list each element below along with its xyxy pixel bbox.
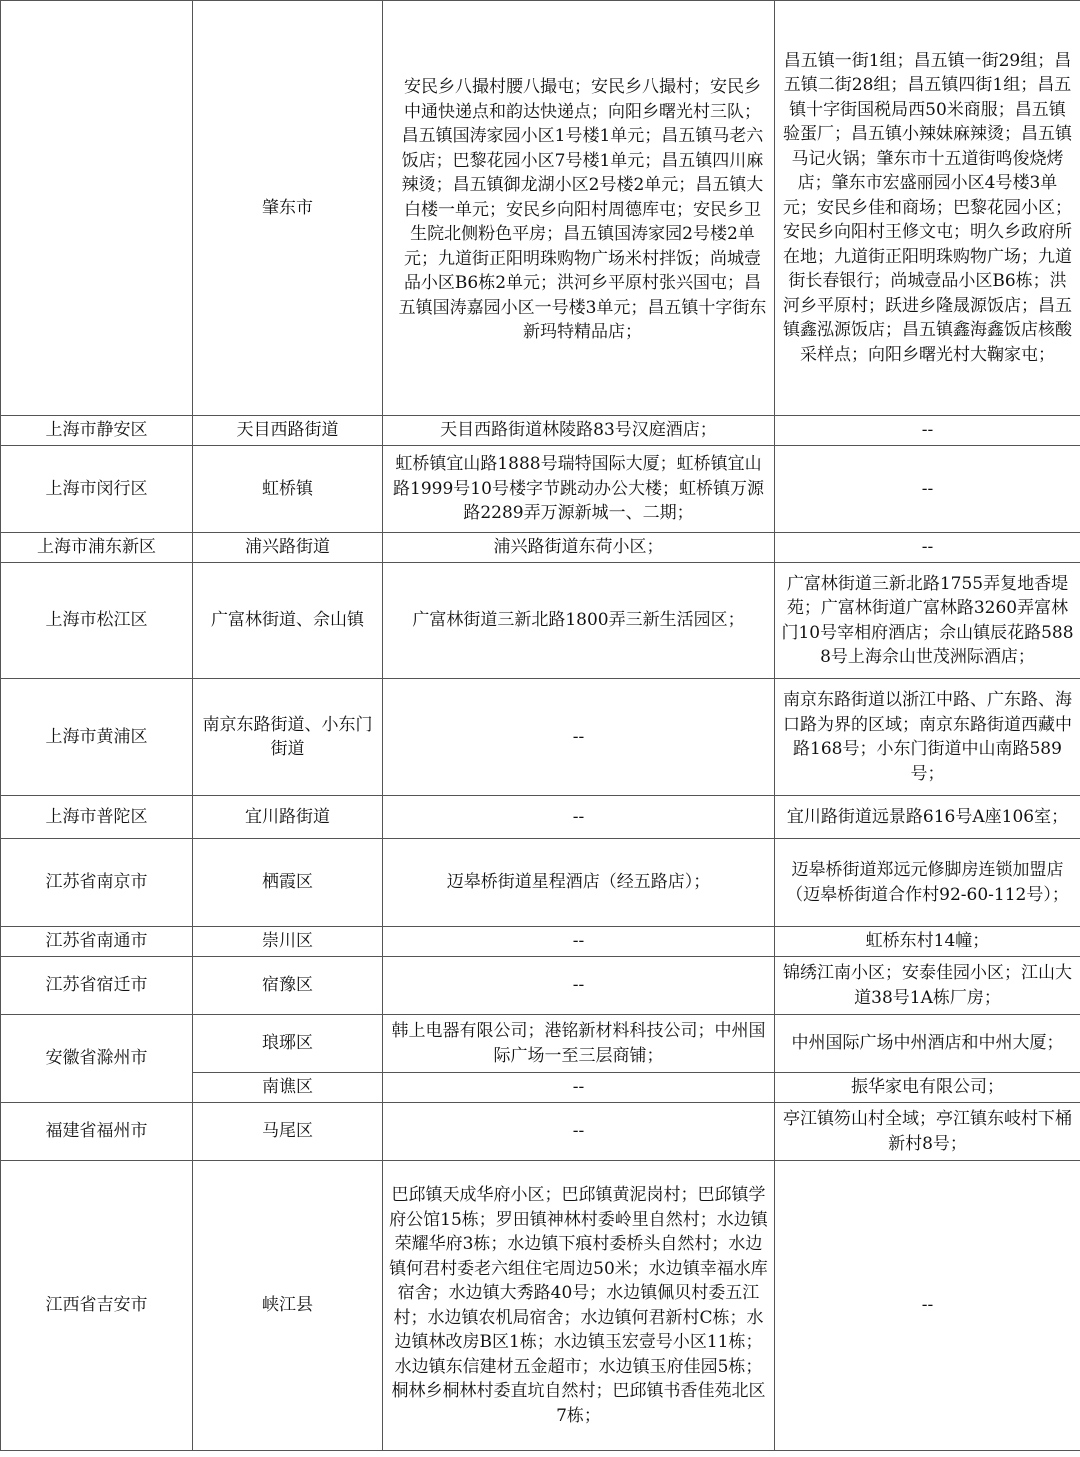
table-row — [1, 796, 1080, 839]
region-cell: 福建省福州市 — [1, 1103, 193, 1161]
medium-risk-cell: -- — [383, 1073, 775, 1103]
district-cell: 浦兴路街道 — [193, 533, 383, 563]
low-risk-cell: 虹桥东村14幢； — [775, 927, 1080, 957]
district-cell: 宿豫区 — [193, 957, 383, 1015]
low-risk-cell: 中州国际广场中州酒店和中州大厦； — [775, 1015, 1080, 1073]
district-cell: 南京东路街道、小东门街道 — [193, 679, 383, 796]
medium-risk-cell: 迈皋桥街道星程酒店（经五路店）； — [383, 839, 775, 927]
region-cell: 上海市闵行区 — [1, 446, 193, 533]
table-row — [1, 957, 1080, 1015]
low-risk-cell: 振华家电有限公司； — [775, 1073, 1080, 1103]
medium-risk-cell: 广富林街道三新北路1800弄三新生活园区； — [383, 563, 775, 679]
table-row — [1, 563, 1080, 679]
table-row — [1, 1103, 1080, 1161]
district-cell: 南谯区 — [193, 1073, 383, 1103]
region-cell: 江苏省宿迁市 — [1, 957, 193, 1015]
region-cell: 安徽省滁州市 — [1, 1015, 193, 1103]
region-cell: 江苏省南通市 — [1, 927, 193, 957]
low-risk-cell: 亭江镇笏山村全域；亭江镇东岐村下桶新村8号； — [775, 1103, 1080, 1161]
district-cell: 马尾区 — [193, 1103, 383, 1161]
low-risk-cell: 南京东路街道以浙江中路、广东路、海口路为界的区域；南京东路街道西藏中路168号；小东门街道中山南路589号； — [775, 679, 1080, 796]
table-row — [1, 1, 1080, 416]
table-row — [1, 839, 1080, 927]
district-cell: 栖霞区 — [193, 839, 383, 927]
medium-risk-cell: -- — [383, 927, 775, 957]
medium-risk-cell: 韩上电器有限公司；港铭新材料科技公司；中州国际广场一至三层商铺； — [383, 1015, 775, 1073]
low-risk-cell: -- — [775, 446, 1080, 533]
district-cell: 天目西路街道 — [193, 416, 383, 446]
region-cell: 上海市黄浦区 — [1, 679, 193, 796]
table-row — [1, 533, 1080, 563]
low-risk-cell: 广富林街道三新北路1755弄复地香堤苑；广富林街道广富林路3260弄富林门10号宰相府酒店；佘山镇辰花路5888号上海佘山世茂洲际酒店； — [775, 563, 1080, 679]
district-cell: 虹桥镇 — [193, 446, 383, 533]
region-cell: 江西省吉安市 — [1, 1161, 193, 1451]
medium-risk-cell: 安民乡八撮村腰八撮屯；安民乡八撮村；安民乡中通快递点和韵达快递点；向阳乡曙光村三队；昌五镇国涛家园小区1号楼1单元；昌五镇马老六饭店；巴黎花园小区7号楼1单元；昌五镇四川麻辣烫；昌五镇御龙湖小区2号楼2单元；昌五镇大白楼一单元；安民乡向阳村周德库屯；安民乡卫生院北侧粉色平房；昌五镇国涛家园2号楼2单元；九道街正阳明珠购物广场米村拌饭；尚城壹品小区B6栋2单元；洪河乡平原村张兴国屯；昌五镇国涛嘉园小区一号楼3单元；昌五镇十字街东新玛特精品店； — [383, 1, 775, 416]
table-row — [1, 446, 1080, 533]
medium-risk-cell: 天目西路街道林陵路83号汉庭酒店； — [383, 416, 775, 446]
medium-risk-cell: 浦兴路街道东荷小区； — [383, 533, 775, 563]
low-risk-cell: -- — [775, 416, 1080, 446]
district-cell: 峡江县 — [193, 1161, 383, 1451]
table-row — [1, 927, 1080, 957]
medium-risk-cell: -- — [383, 796, 775, 839]
region-cell: 江苏省南京市 — [1, 839, 193, 927]
district-cell: 肇东市 — [193, 1, 383, 416]
low-risk-cell: 锦绣江南小区；安泰佳园小区；江山大道38号1A栋厂房； — [775, 957, 1080, 1015]
low-risk-cell: -- — [775, 1161, 1080, 1451]
district-cell: 宜川路街道 — [193, 796, 383, 839]
table-row — [1, 416, 1080, 446]
region-cell: 上海市普陀区 — [1, 796, 193, 839]
region-cell: 上海市松江区 — [1, 563, 193, 679]
low-risk-cell: 昌五镇一街1组；昌五镇一街29组；昌五镇二街28组；昌五镇四街1组；昌五镇十字街国税局西50米商服；昌五镇验蛋厂；昌五镇小辣妹麻辣烫；昌五镇马记火锅；肇东市十五道街鸣俊烧烤店；肇东市宏盛丽园小区4号楼3单元；安民乡佳和商场；巴黎花园小区；安民乡向阳村王修文屯；明久乡政府所在地；九道街正阳明珠购物广场；九道街长春银行；尚城壹品小区B6栋；洪河乡平原村；跃进乡隆晟源饭店；昌五镇鑫泓源饭店；昌五镇鑫海鑫饭店核酸采样点；向阳乡曙光村大鞠家屯； — [775, 1, 1080, 416]
medium-risk-cell: 虹桥镇宜山路1888号瑞特国际大厦；虹桥镇宜山路1999号10号楼字节跳动办公大楼；虹桥镇万源路2289弄万源新城一、二期； — [383, 446, 775, 533]
medium-risk-cell: -- — [383, 679, 775, 796]
low-risk-cell: 迈皋桥街道郑远元修脚房连锁加盟店（迈皋桥街道合作村92-60-112号）； — [775, 839, 1080, 927]
low-risk-cell: 宜川路街道远景路616号A座106室； — [775, 796, 1080, 839]
district-cell: 崇川区 — [193, 927, 383, 957]
table-row — [1, 1015, 1080, 1073]
low-risk-cell: -- — [775, 533, 1080, 563]
region-cell: 上海市浦东新区 — [1, 533, 193, 563]
district-cell: 琅琊区 — [193, 1015, 383, 1073]
medium-risk-cell: -- — [383, 957, 775, 1015]
region-cell: 上海市静安区 — [1, 416, 193, 446]
table-row — [1, 1161, 1080, 1451]
region-cell — [1, 1, 193, 416]
table-row — [1, 679, 1080, 796]
medium-risk-cell: -- — [383, 1103, 775, 1161]
district-cell: 广富林街道、佘山镇 — [193, 563, 383, 679]
medium-risk-cell: 巴邱镇天成华府小区；巴邱镇黄泥岗村；巴邱镇学府公馆15栋；罗田镇神林村委岭里自然村；水边镇荣耀华府3栋；水边镇下痕村委桥头自然村；水边镇何君村委老六组住宅周边50米；水边镇幸福水库宿舍；水边镇大秀路40号；水边镇佩贝村委五江村；水边镇农机局宿舍；水边镇何君新村C栋；水边镇林改房B区1栋；水边镇玉宏壹号小区11栋；水边镇东信建材五金超市；水边镇玉府佳园5栋；桐林乡桐林村委直坑自然村；巴邱镇书香佳苑北区7栋； — [383, 1161, 775, 1451]
